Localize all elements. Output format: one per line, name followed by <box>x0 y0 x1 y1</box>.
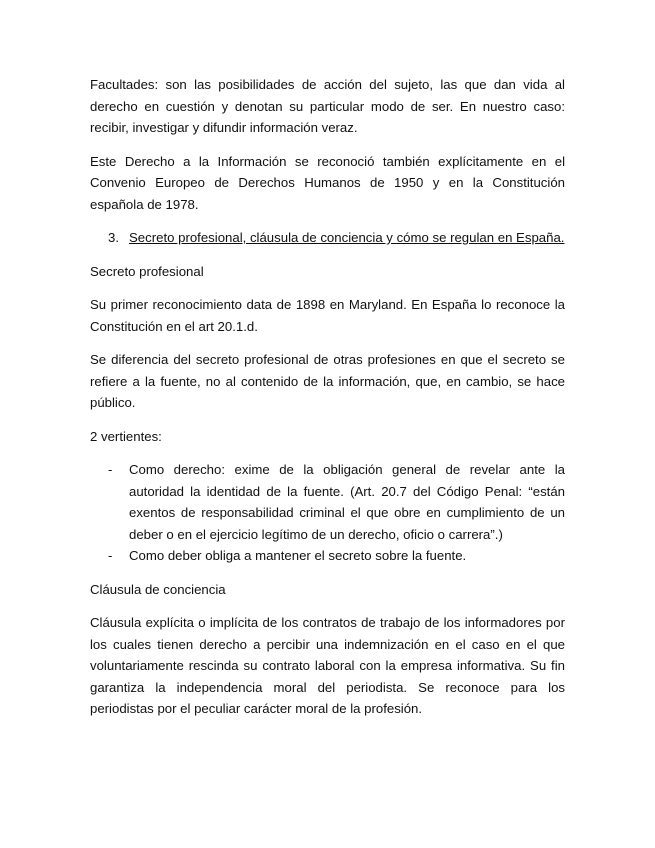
list-item <box>90 545 565 567</box>
clausula-paragraph: Cláusula explícita o implícita de los contratos de trabajo de los informadores por los cuales tienen derecho a percibir una indemnización en el caso en el que voluntariamente rescinda su contrato laboral con la empresa informativa. Su fin garantiza la independencia moral del periodista. Se reconoce para los periodistas por el peculiar carácter moral de la profesión. <box>90 615 565 716</box>
section-number: 3. <box>108 230 119 245</box>
derecho-informacion-paragraph: Este Derecho a la Información se reconoció también explícitamente en el Convenio Europeo de Derechos Humanos de 1950 y en la Constitución española de 1978. <box>90 153 565 212</box>
secreto-diferencia-paragraph: Se diferencia del secreto profesional de otras profesiones en que el secreto se refiere a la fuente, no al contenido de la información, que, en cambio, se hace público. <box>90 352 565 410</box>
vertientes-label: 2 vertientes: <box>90 428 162 444</box>
dash-bullet: - <box>108 462 113 477</box>
list-item <box>90 459 565 545</box>
vertientes-list <box>90 459 565 567</box>
section-3-heading <box>90 227 565 249</box>
list-item-text: Como deber obliga a mantener el secreto sobre la fuente. <box>129 548 467 563</box>
secreto-profesional-heading: Secreto profesional <box>90 263 204 279</box>
document-page <box>90 74 565 732</box>
dash-bullet: - <box>108 548 113 563</box>
secreto-reconocimiento-paragraph: Su primer reconocimiento data de 1898 en Maryland. En España lo reconoce la Constitución en el art 20.1.d. <box>90 297 565 334</box>
clausula-conciencia-heading: Cláusula de conciencia <box>90 581 226 597</box>
section-title: Secreto profesional, cláusula de conciencia y cómo se regulan en España. <box>129 230 565 245</box>
list-item-text: Como derecho: exime de la obligación general de revelar ante la autoridad la identidad de la fuente. (Art. 20.7 del Código Penal: “están exentos de responsabilidad criminal el que obre en cumplimiento de un deber o en el ejercicio legítimo de un derecho, oficio o carrera”.) <box>129 462 565 542</box>
facultades-paragraph: Facultades: son las posibilidades de acción del sujeto, las que dan vida al derecho en cuestión y denotan su particular modo de ser. En nuestro caso: recibir, investigar y difundir información veraz. <box>90 77 565 135</box>
